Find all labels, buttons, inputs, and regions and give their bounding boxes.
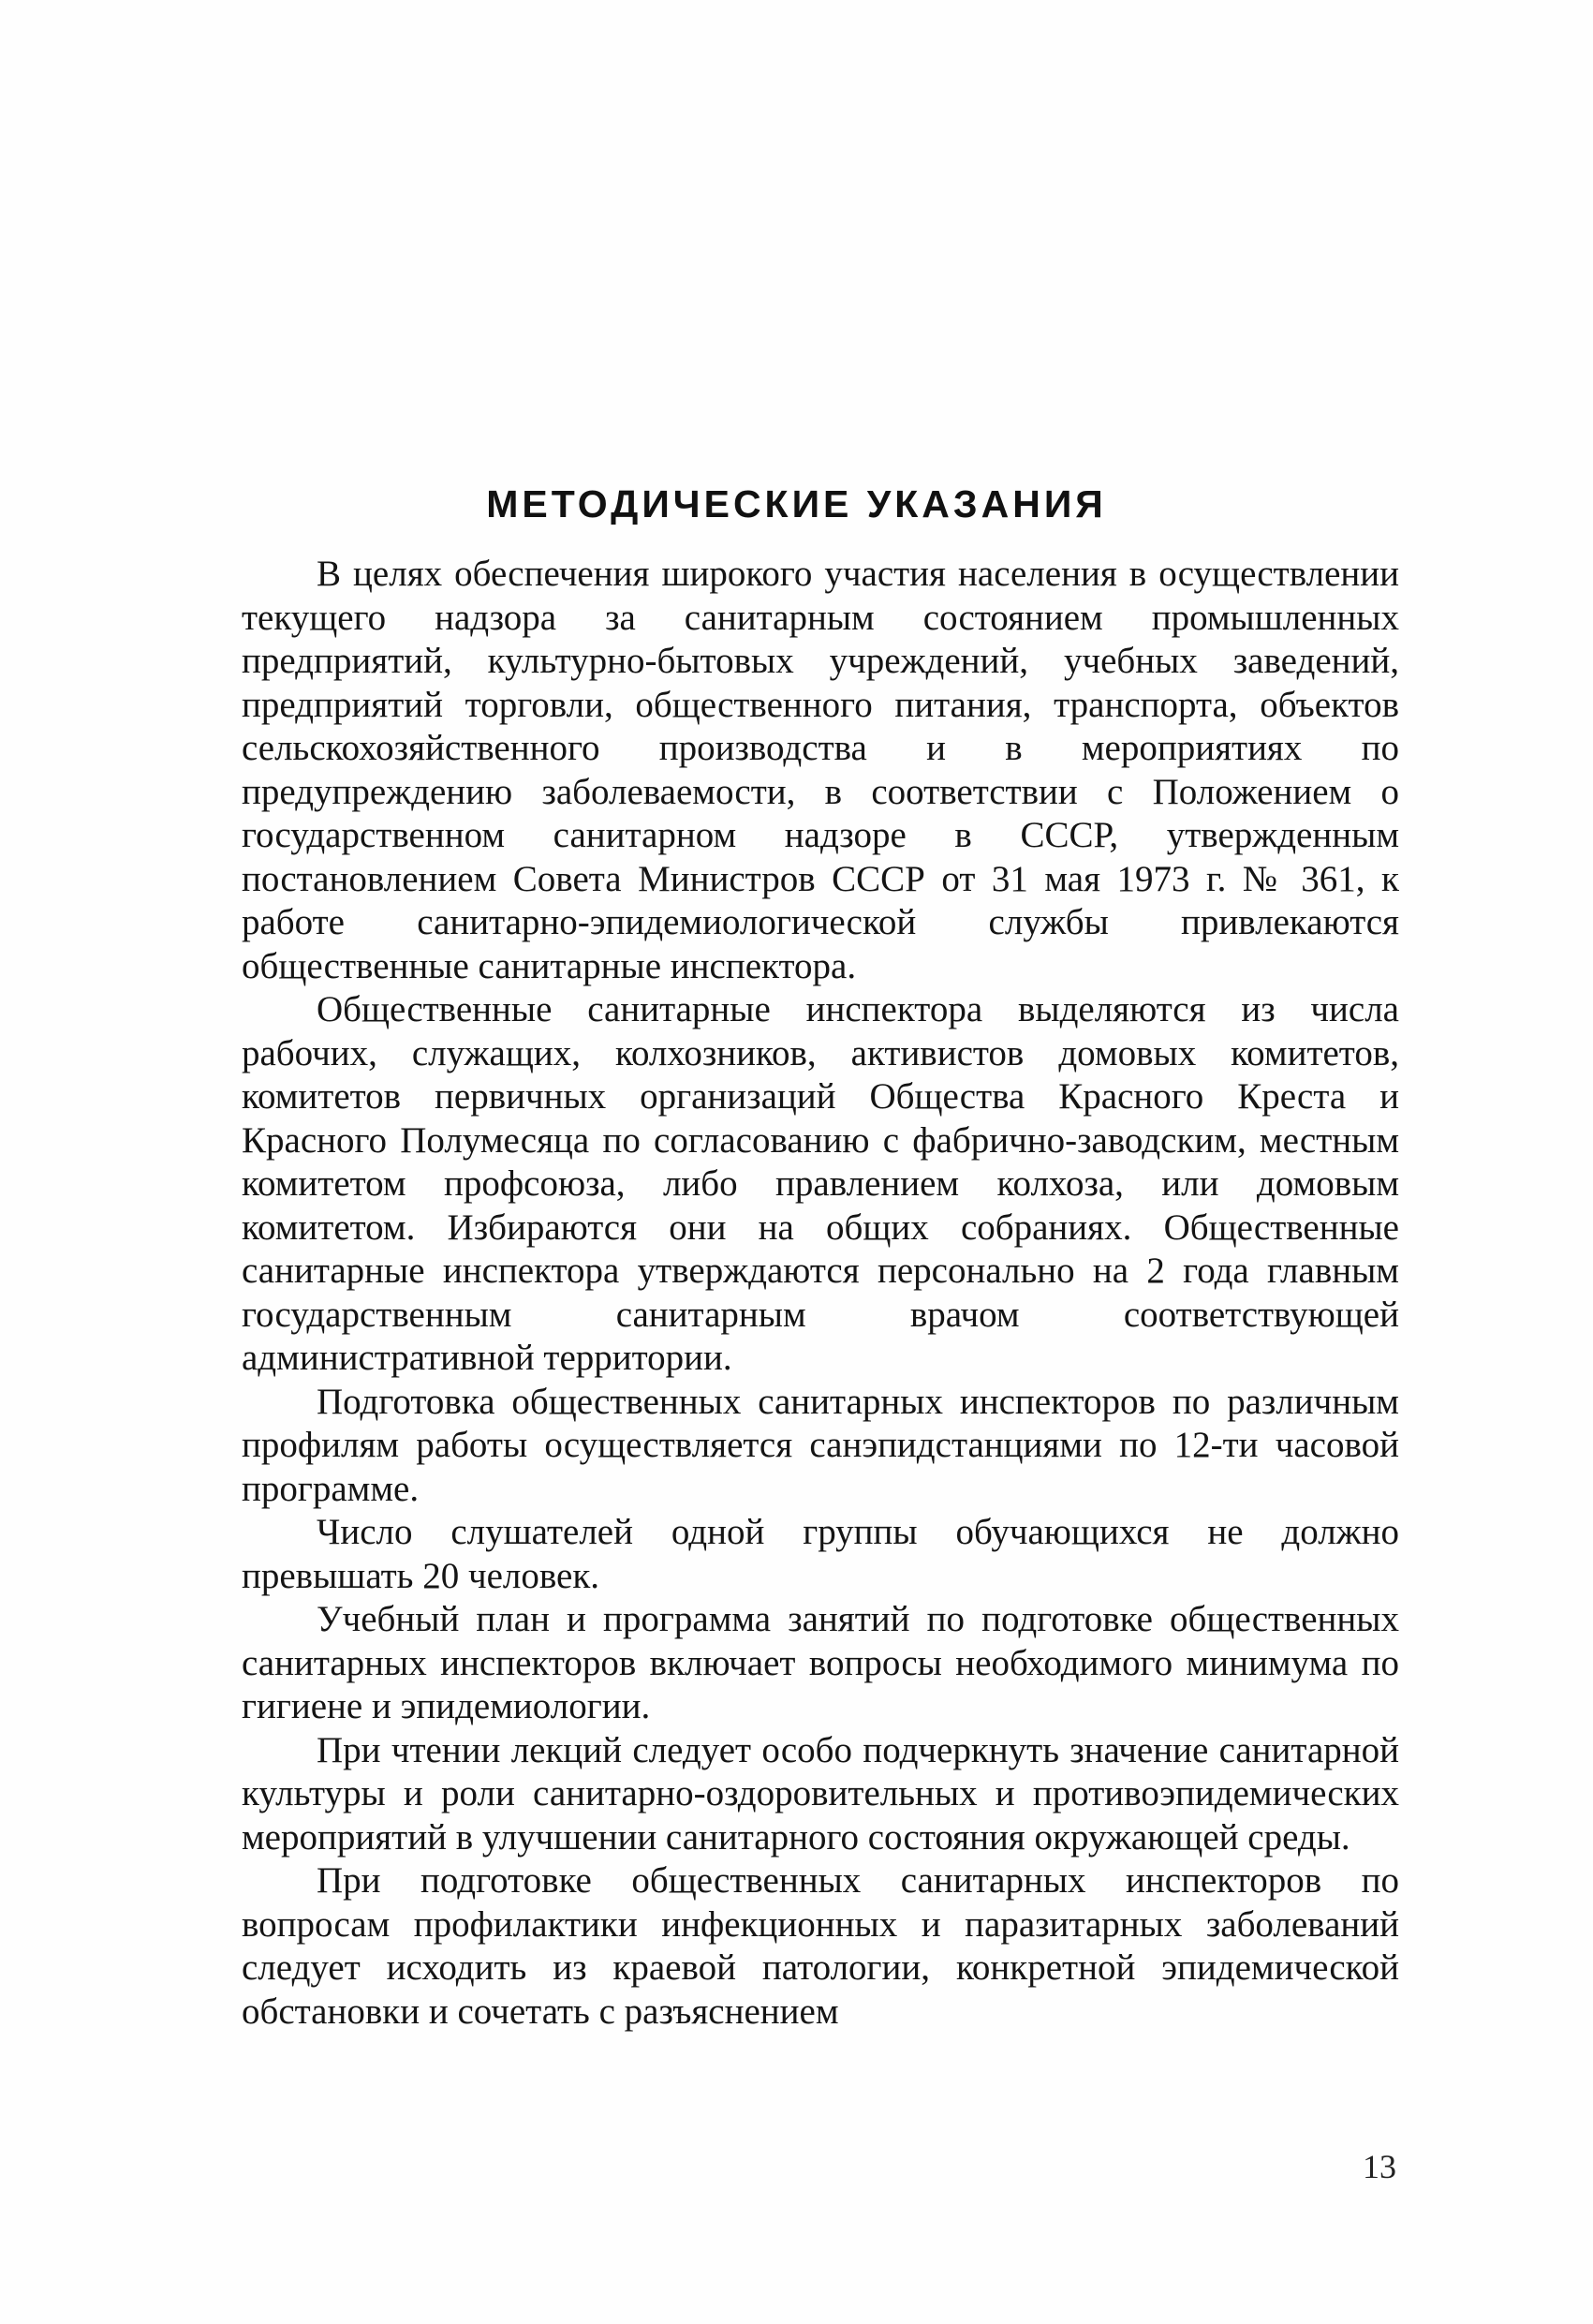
paragraph-2: Общественные санитарные инспектора выделяются из числа рабочих, служащих, колхозников, активистов домовых комитетов, комитетов первичных организаций Общества Красного Креста и Красного Полумесяца по согласованию с фабрично-заводским, местным комитетом профсоюза, либо правлением колхоза, или домовым комитетом. Избираются они на общих собраниях. Общественные санитарные инспектора утверждаются персонально на 2 года главным государственным санитарным врачом соответствующей административной территории. — [242, 989, 1399, 1378]
page-number: 13 — [1363, 2148, 1396, 2185]
paragraph-7: При подготовке общественных санитарных инспекторов по вопросам профилактики инфекционных и паразитарных заболеваний следует исходить из краевой патологии, конкретной эпидемической обстановки и сочетать с разъяснением — [242, 1860, 1399, 2032]
paragraph-5: Учебный план и программа занятий по подготовке общественных санитарных инспекторов включает вопросы необходимого минимума по гигиене и эпидемиологии. — [242, 1599, 1399, 1726]
paragraph-6: При чтении лекций следует особо подчеркнуть значение санитарной культуры и роли санитарно-оздоровительных и противоэпидемических мероприятий в улучшении санитарного состояния окружающей среды. — [242, 1729, 1399, 1858]
page-title: МЕТОДИЧЕСКИЕ УКАЗАНИЯ — [486, 482, 1107, 525]
paragraph-3: Подготовка общественных санитарных инспекторов по различным профилям работы осуществляется санэпидстанциями по 12-ти часовой программе. — [242, 1381, 1399, 1509]
paragraph-4: Число слушателей одной группы обучающихся не должно превышать 20 человек. — [242, 1512, 1399, 1596]
body-text — [242, 553, 1399, 2034]
paragraph-1: В целях обеспечения широкого участия населения в осуществлении текущего надзора за санитарным состоянием промышленных предприятий, культурно-бытовых учреждений, учебных заведений, предприятий торговли, общественного питания, транспорта, объектов сельскохозяйственного производства и в мероприятиях по предупреждению заболеваемости, в соответствии с Положением о государственном санитарном надзоре в СССР, утвержденным постановлением Совета Министров СССР от 31 мая 1973 г. № 361, к работе санитарно-эпидемиологической службы привлекаются общественные санитарные инспектора. — [242, 554, 1399, 986]
